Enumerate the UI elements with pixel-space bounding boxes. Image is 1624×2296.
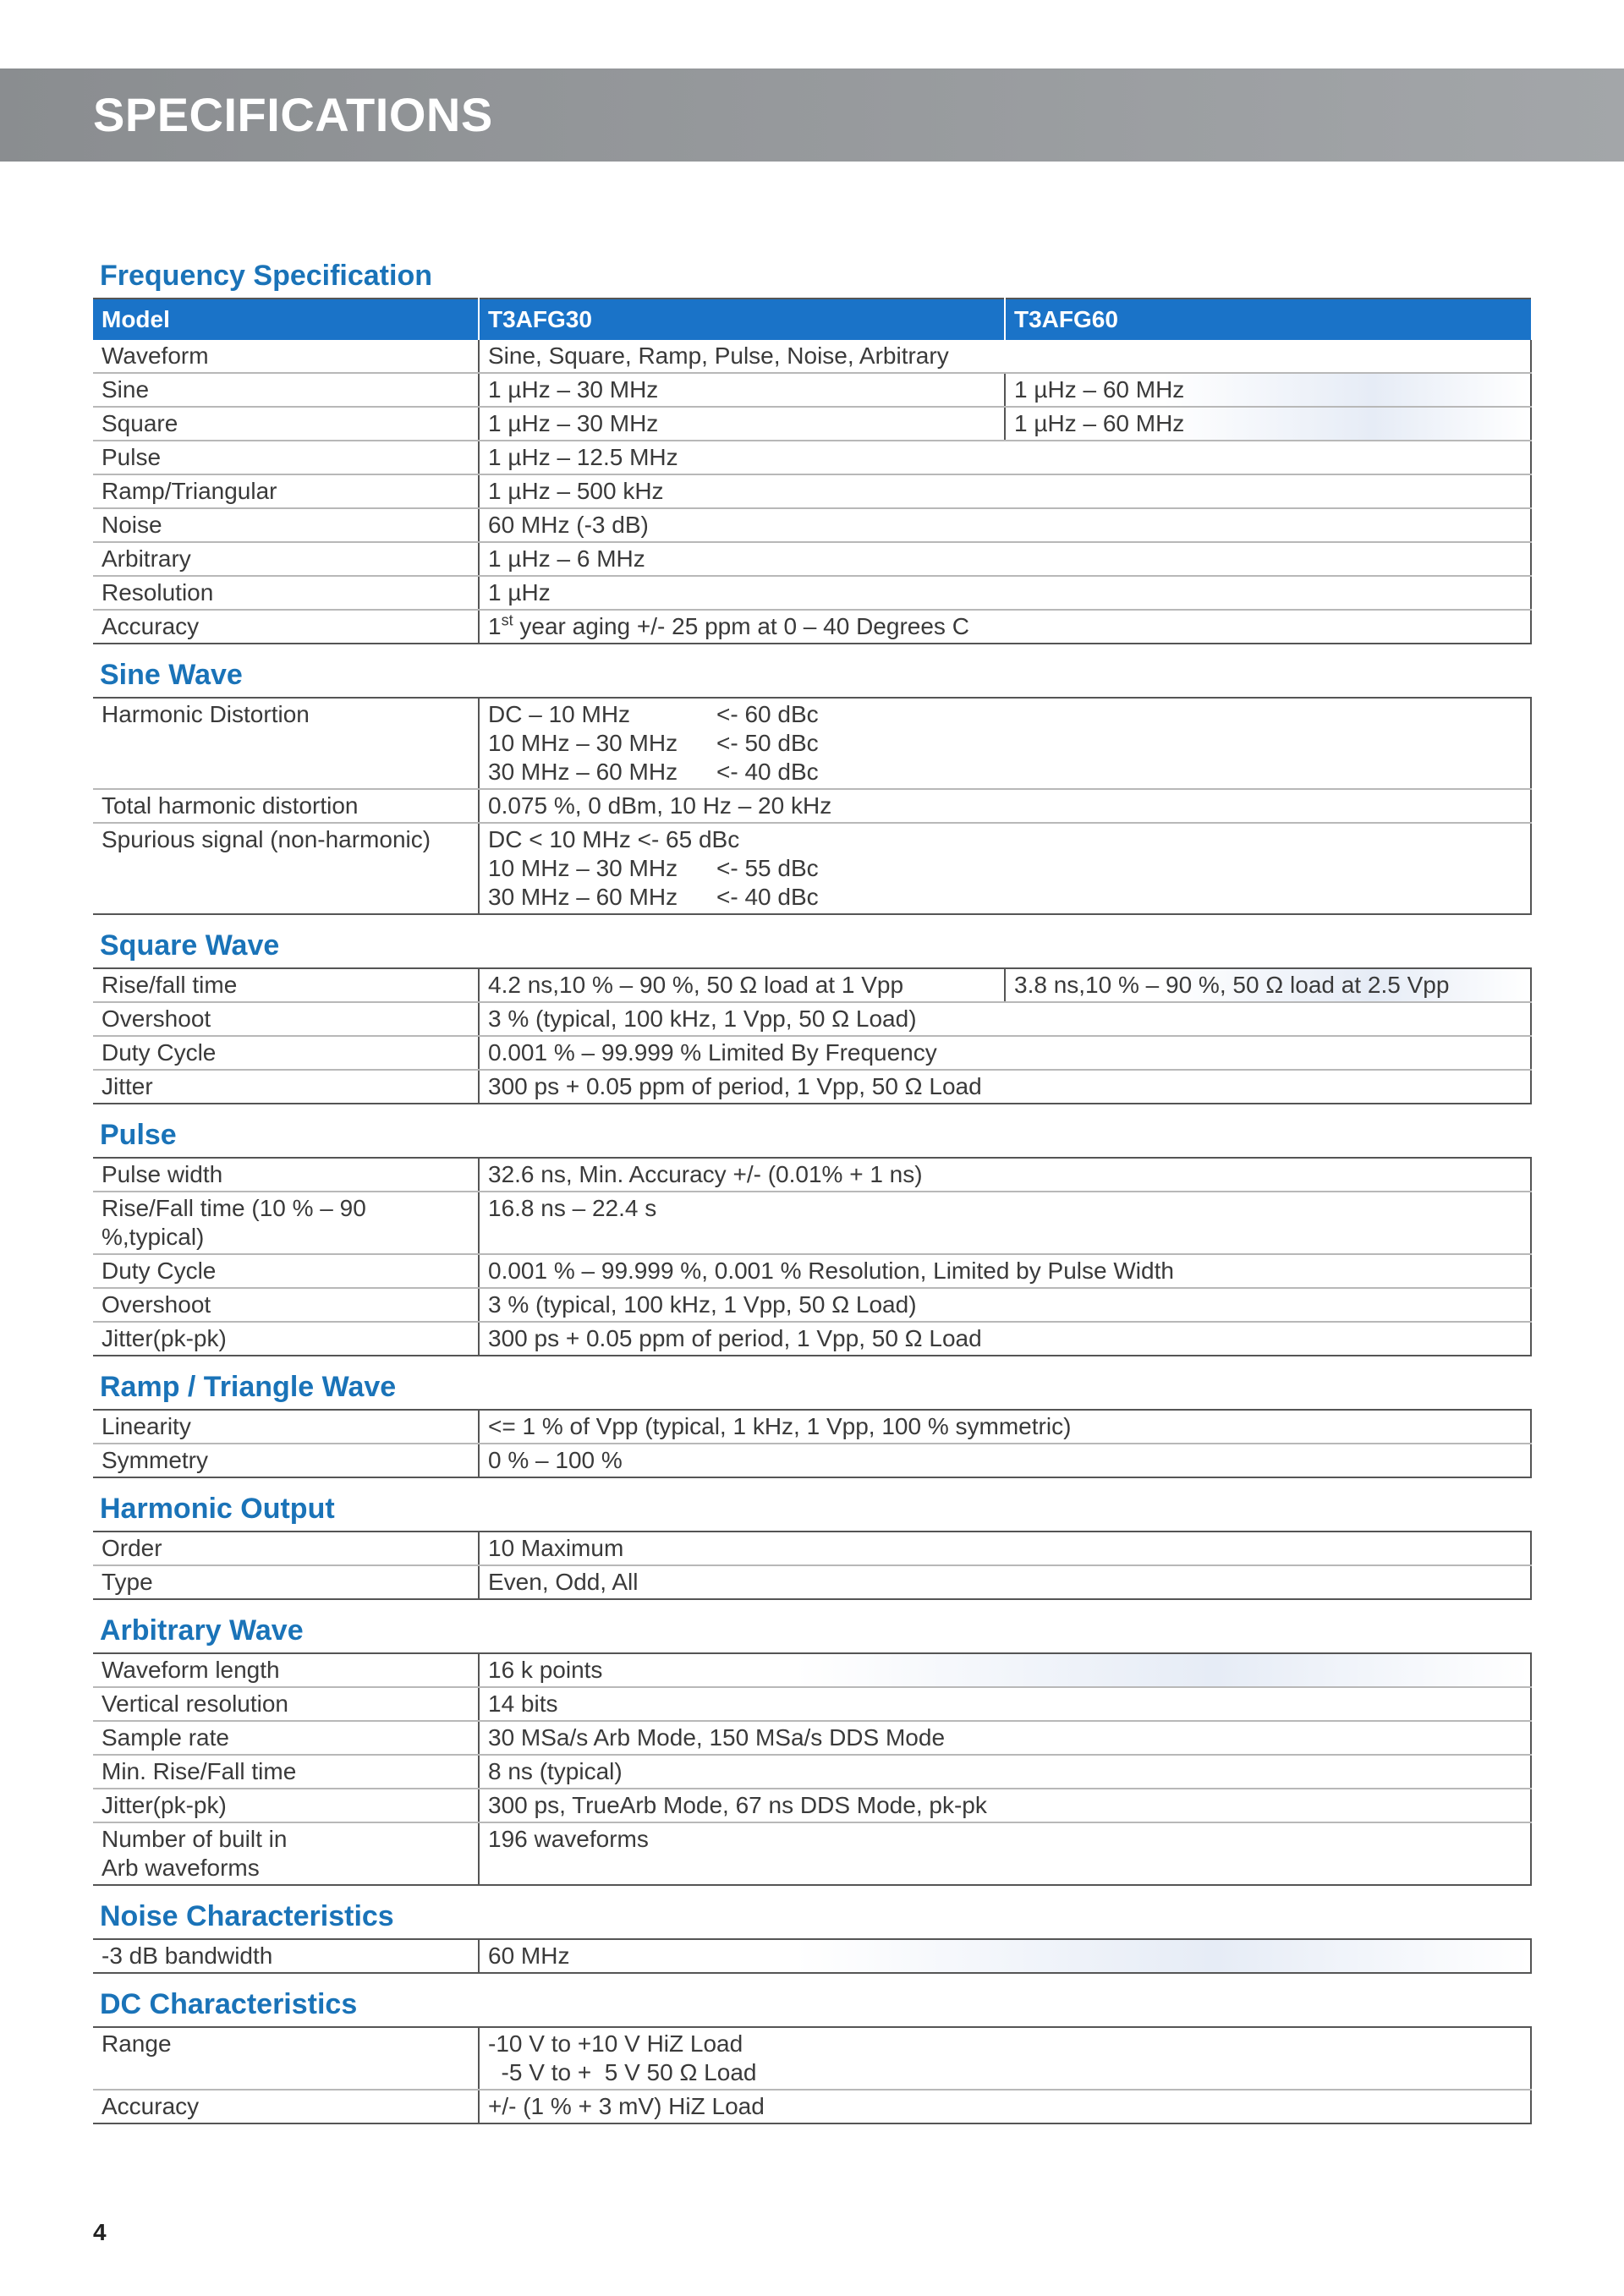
table-row xyxy=(93,2090,1531,2123)
table-row xyxy=(93,340,1531,373)
row-value: 0.001 % – 99.999 %, 0.001 % Resolution, Limited by Pulse Width xyxy=(479,1254,1531,1288)
table-row xyxy=(93,1288,1531,1322)
table-row xyxy=(93,968,1531,1002)
row-label: Harmonic Distortion xyxy=(93,698,479,789)
frequency-table xyxy=(93,298,1532,644)
row-value: 3 % (typical, 100 kHz, 1 Vpp, 50 Ω Load) xyxy=(479,1288,1531,1322)
section-title-pulse: Pulse xyxy=(100,1119,177,1151)
table-row xyxy=(93,576,1531,610)
table-row xyxy=(93,1565,1531,1599)
row-value: 30 MSa/s Arb Mode, 150 MSa/s DDS Mode xyxy=(479,1721,1531,1755)
row-label: Waveform length xyxy=(93,1653,479,1687)
table-row xyxy=(93,610,1531,644)
table-row xyxy=(93,789,1531,823)
row-label: Spurious signal (non-harmonic) xyxy=(93,823,479,914)
row-label: Symmetry xyxy=(93,1444,479,1477)
row-label: Min. Rise/Fall time xyxy=(93,1755,479,1789)
column-header: T3AFG60 xyxy=(1005,299,1531,340)
table-row xyxy=(93,1192,1531,1254)
row-value: 1 µHz – 30 MHz xyxy=(479,373,1005,407)
table-row xyxy=(93,698,1531,789)
row-value: Even, Odd, All xyxy=(479,1565,1531,1599)
row-value: 1 µHz – 500 kHz xyxy=(479,474,1531,508)
row-label: Number of built in Arb waveforms xyxy=(93,1822,479,1885)
sine-table xyxy=(93,697,1532,915)
table-row xyxy=(93,542,1531,576)
row-label: Sine xyxy=(93,373,479,407)
row-value: 1 µHz – 30 MHz xyxy=(479,407,1005,441)
row-value: 1 µHz – 12.5 MHz xyxy=(479,441,1531,474)
row-label: Total harmonic distortion xyxy=(93,789,479,823)
row-label: Jitter xyxy=(93,1070,479,1104)
row-label: Vertical resolution xyxy=(93,1687,479,1721)
section-title-square: Square Wave xyxy=(100,929,280,962)
row-value: +/- (1 % + 3 mV) HiZ Load xyxy=(479,2090,1531,2123)
table-header-row xyxy=(93,299,1531,340)
table-row xyxy=(93,1653,1531,1687)
section-title-arbitrary: Arbitrary Wave xyxy=(100,1614,304,1647)
table-row xyxy=(93,1002,1531,1036)
row-value: 16.8 ns – 22.4 s xyxy=(479,1192,1531,1254)
row-value: 14 bits xyxy=(479,1687,1531,1721)
row-value: 0.075 %, 0 dBm, 10 Hz – 20 kHz xyxy=(479,789,1531,823)
table-row xyxy=(93,1822,1531,1885)
arbitrary-table xyxy=(93,1652,1532,1886)
row-label: Square xyxy=(93,407,479,441)
table-row xyxy=(93,373,1531,407)
column-header: T3AFG30 xyxy=(479,299,1005,340)
row-label: Order xyxy=(93,1532,479,1565)
row-label: Jitter(pk-pk) xyxy=(93,1789,479,1822)
page-title: SPECIFICATIONS xyxy=(93,88,493,141)
row-label: Arbitrary xyxy=(93,542,479,576)
row-value: 4.2 ns,10 % – 90 %, 50 Ω load at 1 Vpp xyxy=(479,968,1005,1002)
table-row xyxy=(93,1721,1531,1755)
table-row xyxy=(93,474,1531,508)
row-value: 3 % (typical, 100 kHz, 1 Vpp, 50 Ω Load) xyxy=(479,1002,1531,1036)
row-value: 1 µHz – 60 MHz xyxy=(1005,407,1531,441)
row-value: 196 waveforms xyxy=(479,1822,1531,1885)
row-value: 300 ps + 0.05 ppm of period, 1 Vpp, 50 Ω Load xyxy=(479,1322,1531,1356)
row-label: Ramp/Triangular xyxy=(93,474,479,508)
row-label: Overshoot xyxy=(93,1288,479,1322)
row-label: Type xyxy=(93,1565,479,1599)
row-value: DC – 10 MHz <- 60 dBc 10 MHz – 30 MHz <- 50 dBc 30 MHz – 60 MHz <- 40 dBc xyxy=(479,698,1531,789)
spec-content xyxy=(93,254,1531,2133)
dc-table xyxy=(93,2026,1532,2124)
row-label: Resolution xyxy=(93,576,479,610)
row-value: 1 µHz – 60 MHz xyxy=(1005,373,1531,407)
ramp-table xyxy=(93,1409,1532,1478)
row-value: 32.6 ns, Min. Accuracy +/- (0.01% + 1 ns) xyxy=(479,1158,1531,1192)
table-row xyxy=(93,1254,1531,1288)
row-label: Accuracy xyxy=(93,2090,479,2123)
table-row xyxy=(93,823,1531,914)
table-row xyxy=(93,1444,1531,1477)
row-value: -10 V to +10 V HiZ Load -5 V to + 5 V 50 Ω Load xyxy=(479,2027,1531,2090)
row-label: Noise xyxy=(93,508,479,542)
row-label: Sample rate xyxy=(93,1721,479,1755)
harmonic-output-table xyxy=(93,1531,1532,1600)
table-row xyxy=(93,1532,1531,1565)
row-label: Duty Cycle xyxy=(93,1036,479,1070)
row-label: Linearity xyxy=(93,1410,479,1444)
row-value: 10 Maximum xyxy=(479,1532,1531,1565)
row-value: 8 ns (typical) xyxy=(479,1755,1531,1789)
row-label: Duty Cycle xyxy=(93,1254,479,1288)
table-row xyxy=(93,508,1531,542)
section-title-noise: Noise Characteristics xyxy=(100,1900,394,1932)
row-value: 1st year aging +/- 25 ppm at 0 – 40 Degrees C xyxy=(479,610,1531,644)
section-title-ramp: Ramp / Triangle Wave xyxy=(100,1371,397,1403)
row-value: 300 ps, TrueArb Mode, 67 ns DDS Mode, pk-pk xyxy=(479,1789,1531,1822)
row-label: Rise/Fall time (10 % – 90 %,typical) xyxy=(93,1192,479,1254)
table-row xyxy=(93,407,1531,441)
table-row xyxy=(93,1158,1531,1192)
row-label: -3 dB bandwidth xyxy=(93,1939,479,1973)
section-title-dc: DC Characteristics xyxy=(100,1988,358,2020)
table-row xyxy=(93,1410,1531,1444)
row-label: Range xyxy=(93,2027,479,2090)
row-value: 16 k points xyxy=(479,1653,1531,1687)
row-label: Rise/fall time xyxy=(93,968,479,1002)
row-value: 60 MHz (-3 dB) xyxy=(479,508,1531,542)
section-title-frequency: Frequency Specification xyxy=(100,260,432,292)
row-value: 1 µHz xyxy=(479,576,1531,610)
row-label: Pulse xyxy=(93,441,479,474)
table-row xyxy=(93,1755,1531,1789)
row-value: 300 ps + 0.05 ppm of period, 1 Vpp, 50 Ω Load xyxy=(479,1070,1531,1104)
table-row xyxy=(93,1789,1531,1822)
table-row xyxy=(93,2027,1531,2090)
row-value: <= 1 % of Vpp (typical, 1 kHz, 1 Vpp, 100 % symmetric) xyxy=(479,1410,1531,1444)
row-value: 1 µHz – 6 MHz xyxy=(479,542,1531,576)
row-label: Accuracy xyxy=(93,610,479,644)
row-label: Waveform xyxy=(93,340,479,373)
column-header: Model xyxy=(93,299,479,340)
row-value: 0 % – 100 % xyxy=(479,1444,1531,1477)
page-number: 4 xyxy=(93,2219,107,2245)
noise-table xyxy=(93,1938,1532,1974)
table-row xyxy=(93,1939,1531,1973)
square-table xyxy=(93,967,1532,1104)
row-label: Overshoot xyxy=(93,1002,479,1036)
table-row xyxy=(93,1036,1531,1070)
row-value: Sine, Square, Ramp, Pulse, Noise, Arbitrary xyxy=(479,340,1531,373)
section-title-harmonic-output: Harmonic Output xyxy=(100,1493,335,1525)
table-row xyxy=(93,1687,1531,1721)
table-row xyxy=(93,1322,1531,1356)
row-value: 60 MHz xyxy=(479,1939,1531,1973)
table-row xyxy=(93,1070,1531,1104)
row-value: DC < 10 MHz <- 65 dBc 10 MHz – 30 MHz <- 55 dBc 30 MHz – 60 MHz <- 40 dBc xyxy=(479,823,1531,914)
row-value: 3.8 ns,10 % – 90 %, 50 Ω load at 2.5 Vpp xyxy=(1005,968,1531,1002)
table-row xyxy=(93,441,1531,474)
row-label: Jitter(pk-pk) xyxy=(93,1322,479,1356)
section-title-sine: Sine Wave xyxy=(100,659,243,691)
row-label: Pulse width xyxy=(93,1158,479,1192)
pulse-table xyxy=(93,1157,1532,1356)
header-bar xyxy=(0,68,1624,162)
row-value: 0.001 % – 99.999 % Limited By Frequency xyxy=(479,1036,1531,1070)
